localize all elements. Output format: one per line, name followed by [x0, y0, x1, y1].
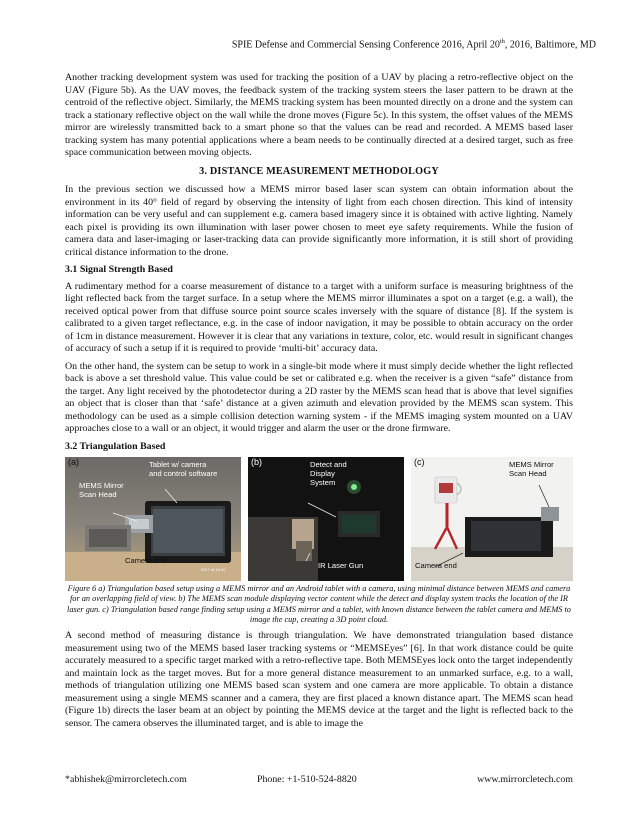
figure-6a-label-small: 2017 at 16:10 [201, 567, 226, 572]
figure-6a-letter: (a) [68, 457, 79, 467]
section-3-1-paragraph-2: On the other hand, the system can be setup to work in a single-bit mode where it must simply decide whether the light reflected back is above a set threshold value. This value could be set or calibrated e.g. when the receiver is a given “safe” distance from the target. Any light received by the photodetector during a 2D raster by the MEMS scan head that is above that level signifies an object that is closer than that ‘safe’ distance at a given azimuth and elevation provided by the MEMS scan system. This methodology can be used as a simple collision detection warning system - if the MEMS imaging system mounted on a UAV approaches close to a wall or an object, it would trigger and alarm the user or the drone firmware. [65, 360, 573, 434]
figure-6 [65, 457, 573, 581]
figure-6a-label-tablet-line1: Tablet w/ camera [149, 460, 207, 469]
figure-6b-letter: (b) [251, 457, 262, 467]
intro-paragraph: Another tracking development system was used for tracking the position of a UAV by placing a retro-reflective object on the UAV (Figure 5b). As the UAV moves, the feedback system of the tracking system steers the laser pattern to be drawn at the centroid of the reflective object. Similarly, the MEMS tracking system has been mounted directly on a drone and the system can track a stationary reflective object on the wall while the drone moves (Figure 5c). In this system, the offset values of the MEMS mirror are wirelessly transmitted back to a smart phone so that the values can be read and recorded. A MEMS based laser tracking system has many potential applications where a beam needs to be continually directed at a desired target, such as free space communication between moving objects. [65, 72, 573, 158]
figure-6c-label-mems-line1: MEMS Mirror [509, 460, 554, 469]
figure-6a-label-camera-end: Camera end [125, 556, 167, 565]
section-3-paragraph: In the previous section we discussed how a MEMS mirror based laser scan system can obtain information about the environment in its 40° field of regard by observing the intensity of light from each chosen direction. This kind of intensity information can be very useful and can supplement e.g. camera based imagery since it is obtained with active lighting. Namely each pixel is providing its own illumination with laser power chosen to meet eye safety requirements. While the fusion of camera data and laser-imaging or laser-tracking data can provide significantly more information, it is still short of providing critical distance information to the drone. [65, 184, 573, 258]
footer-phone: Phone: +1-510-524-8820 [257, 774, 357, 785]
section-3-2-paragraph: A second method of measuring distance is through triangulation. We have demonstrated triangulation based distance measurement using two of the MEMS based laser tracking systems or “MEMSEyes” [6]. In that work distance could be quite accurately measured to a specific target marked with a retro-reflective tape. Both MEMSEyes lock onto the target independently and maintain lock as the target moves. But for a more general distance measurement to an unmarked surface, e.g. to a wall, methods of triangulation utilizing one MEMS based scan system and one camera are more applicable. To obtain a distance measurement using a single MEMS scanner and a camera, they are first placed a known distance apart. The MEMS scan head (Figure 1b) directs the laser beam at an object by pointing the MEMS device at the target and the light is reflected back to the sensor. The camera observes the illuminated target, and is able to image the [65, 630, 573, 729]
figure-6a-label-mems-line1: MEMS Mirror [79, 481, 124, 490]
figure-6a-label-tablet-line2: and control software [149, 469, 218, 478]
section-3-heading: 3. DISTANCE MEASUREMENT METHODOLOGY [199, 165, 439, 177]
figure-6b-label-detect-line1: Detect and [310, 460, 347, 469]
header-text-a: SPIE Defense and Commercial Sensing Conference 2016, April 20 [231, 39, 500, 51]
header-superscript: th [499, 38, 505, 45]
header-text-b: , 2016, Baltimore, MD [504, 39, 596, 51]
section-3-2-heading: 3.2 Triangulation Based [65, 440, 166, 452]
figure-6c-label-camera-end: Camera end [415, 561, 457, 570]
figure-6c-label-mems-line2: Scan Head [509, 469, 547, 478]
figure-6-caption: Figure 6 a) Triangulation based setup using a MEMS mirror and an Android tablet with a camera, using minimal distance between MEMS and camera for an overlapping field of view. b) The MEMS scan module displaying vector content while the detect and display system tracks the location of the IR laser gun. c) Triangulation based range finding setup using a MEMS mirror and a tablet, with known distance between the tablet camera and MEMS to image the cup, creating a 3D point cloud. [67, 584, 571, 624]
running-header [232, 38, 596, 50]
footer-email: *abhishek@mirrorcletech.com [65, 774, 187, 785]
figure-6b-label-ir-laser-gun: IR Laser Gun [318, 561, 364, 570]
figure-6a-label-mems-line2: Scan Head [79, 490, 117, 499]
figure-6c-letter: (c) [414, 457, 425, 467]
section-3-1-paragraph-1: A rudimentary method for a coarse measurement of distance to a target with a uniform surface is measuring brightness of the light reflected back from the target surface. In a setup where the MEMS mirror illuminates a spot on a target (e.g. a wall), the received optical power from that diffuse source point source scales inversely with the square of distance [8]. If the system is calibrated to a given target reflectance, e.g. in the case of indoor navigation, it may be possible to obtain accuracy on the order of 1cm in distance measurement. However it is clear that any variations in texture, color, etc. would result in significant changes of accuracy of such a setup if it is required to provide ‘multi-bit’ accuracy data. [65, 280, 573, 354]
figure-6a-photo [65, 457, 241, 581]
footer-website: www.mirrorcletech.com [477, 774, 573, 785]
figure-6b-label-detect-line3: System [310, 478, 336, 487]
figure-6b-photo [248, 457, 404, 581]
figure-6b-label-detect-line2: Display [310, 469, 335, 478]
figure-6c-photo [411, 457, 573, 581]
section-3-1-heading: 3.1 Signal Strength Based [65, 264, 173, 275]
body-content [65, 72, 573, 735]
